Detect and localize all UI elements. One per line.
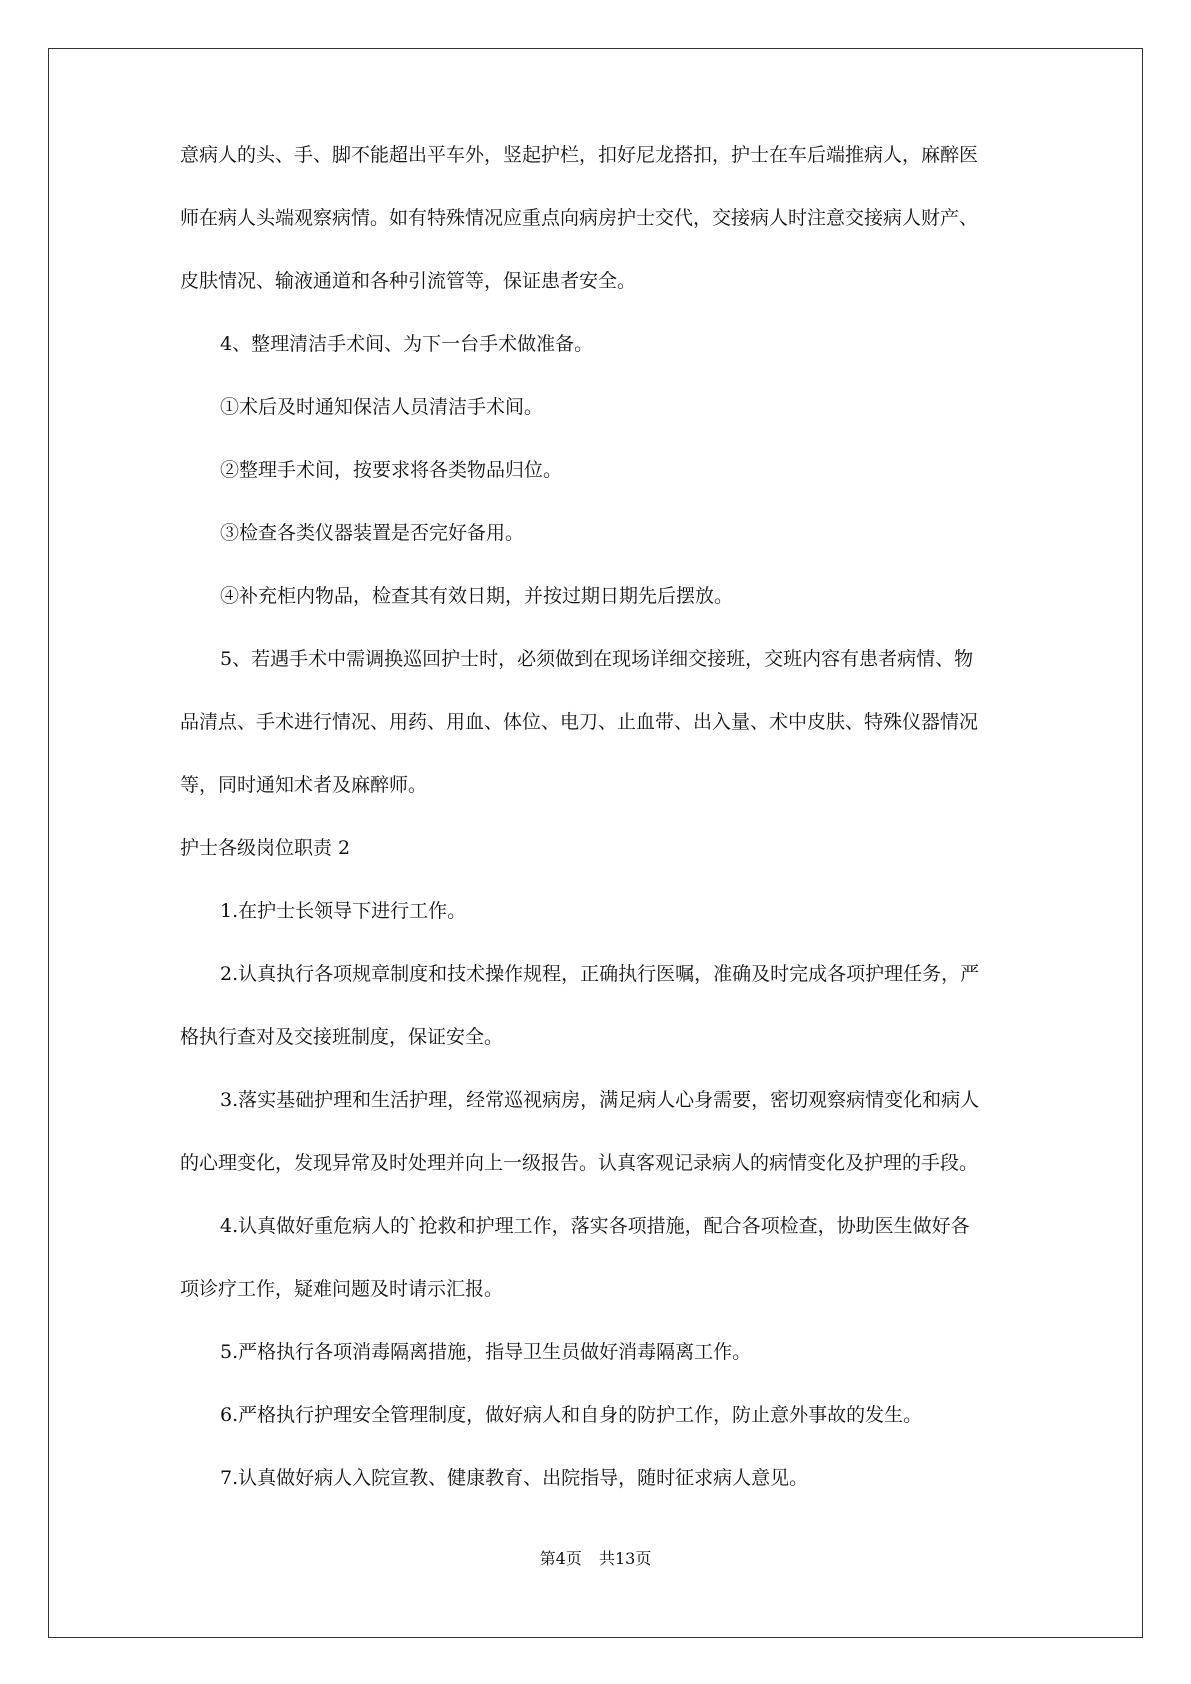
text-line: 的心理变化，发现异常及时处理并向上一级报告。认真客观记录病人的病情变化及护理的手段。 bbox=[180, 1152, 979, 1174]
text-line: 等，同时通知术者及麻醉师。 bbox=[180, 774, 428, 796]
text-line: 3.落实基础护理和生活护理，经常巡视病房，满足病人心身需要，密切观察病情变化和病人 bbox=[220, 1089, 980, 1111]
section-heading: 护士各级岗位职责 2 bbox=[180, 837, 351, 859]
text-line: 5.严格执行各项消毒隔离措施，指导卫生员做好消毒隔离工作。 bbox=[220, 1341, 752, 1363]
text-line: 皮肤情况、输液通道和各种引流管等，保证患者安全。 bbox=[180, 270, 637, 292]
page-footer bbox=[0, 1546, 1191, 1569]
text-line: ③检查各类仪器装置是否完好备用。 bbox=[220, 522, 525, 544]
text-line: 6.严格执行护理安全管理制度，做好病人和自身的防护工作，防止意外事故的发生。 bbox=[220, 1404, 923, 1426]
text-line: 品清点、手术进行情况、用药、用血、体位、电刀、止血带、出入量、术中皮肤、特殊仪器情况 bbox=[180, 711, 979, 733]
text-line: 师在病人头端观察病情。如有特殊情况应重点向病房护士交代，交接病人时注意交接病人财产、 bbox=[180, 207, 979, 229]
text-line: ②整理手术间，按要求将各类物品归位。 bbox=[220, 459, 563, 481]
text-line: ①术后及时通知保洁人员清洁手术间。 bbox=[220, 396, 544, 418]
text-line: 2.认真执行各项规章制度和技术操作规程，正确执行医嘱，准确及时完成各项护理任务，严 bbox=[220, 963, 980, 985]
text-line: ④补充柜内物品，检查其有效日期，并按过期日期先后摆放。 bbox=[220, 585, 734, 607]
text-line: 项诊疗工作，疑难问题及时请示汇报。 bbox=[180, 1278, 504, 1300]
text-line: 4、整理清洁手术间、为下一台手术做准备。 bbox=[220, 333, 594, 355]
page-total: 共13页 bbox=[598, 1549, 652, 1568]
text-line: 1.在护士长领导下进行工作。 bbox=[220, 900, 467, 922]
text-line: 4.认真做好重危病人的`抢救和护理工作，落实各项措施，配合各项检查，协助医生做好各 bbox=[220, 1215, 970, 1237]
document-body bbox=[180, 142, 1020, 1528]
text-line: 意病人的头、手、脚不能超出平车外，竖起护栏，扣好尼龙搭扣，护士在车后端推病人，麻醉医 bbox=[180, 144, 979, 166]
text-line: 7.认真做好病人入院宣教、健康教育、出院指导，随时征求病人意见。 bbox=[220, 1467, 809, 1489]
text-line: 5、若遇手术中需调换巡回护士时，必须做到在现场详细交接班，交班内容有患者病情、物 bbox=[220, 648, 974, 670]
page-number: 第4页 bbox=[539, 1549, 582, 1568]
text-line: 格执行查对及交接班制度，保证安全。 bbox=[180, 1026, 504, 1048]
